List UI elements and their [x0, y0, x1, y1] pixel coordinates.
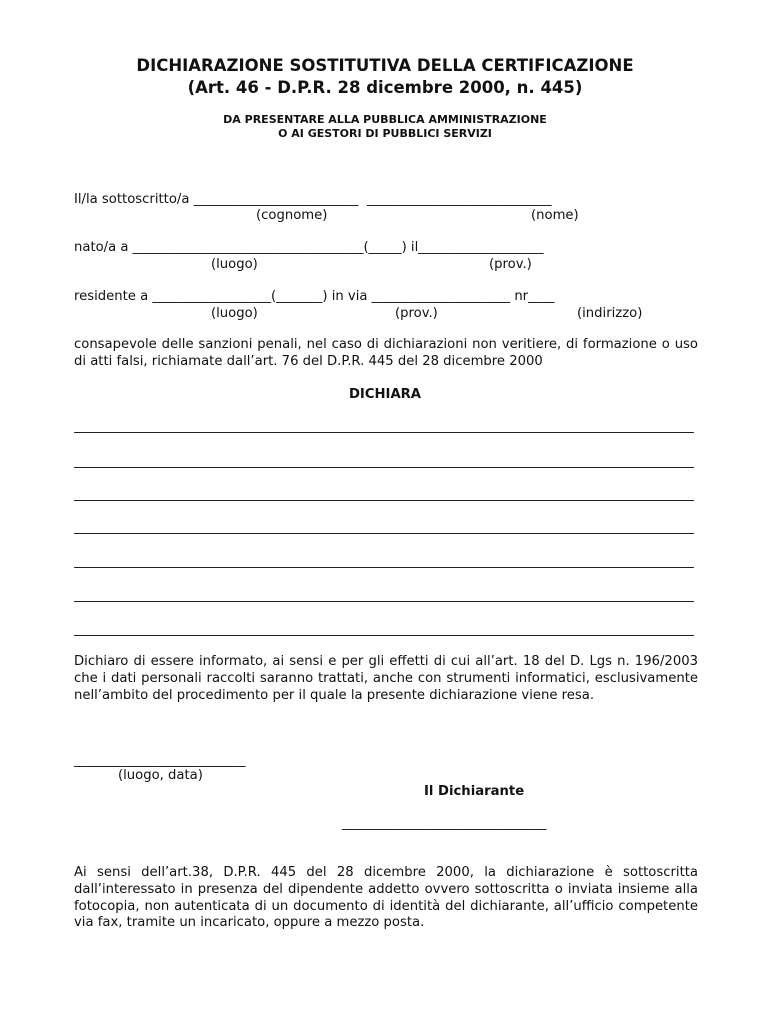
cognome-label: (cognome): [256, 208, 328, 223]
residente-prov-label: (prov.): [395, 306, 438, 321]
nato-luogo-label: (luogo): [211, 257, 258, 272]
nome-label: (nome): [531, 208, 579, 223]
declaration-line: [74, 500, 694, 501]
residente-indirizzo-label: (indirizzo): [577, 306, 643, 321]
luogo-data-label: (luogo, data): [118, 768, 203, 783]
dichiarante-signature-line: _______________________________: [342, 816, 547, 831]
declaration-line: [74, 567, 694, 568]
document-subtitle-line2: O AI GESTORI DI PUBBLICI SERVIZI: [278, 127, 492, 140]
document-subtitle-line1: DA PRESENTARE ALLA PUBBLICA AMMINISTRAZIONE: [223, 113, 547, 126]
dichiarante-label: Il Dichiarante: [424, 784, 525, 799]
consapevole-paragraph: consapevole delle sanzioni penali, nel caso di dichiarazioni non veritiere, di formazione o uso di atti falsi, richiamate dall’art. 76 del D.P.R. 445 del 28 dicembre 2000: [74, 337, 698, 369]
dichiara-heading: DICHIARA: [348, 387, 422, 402]
declaration-line: [74, 533, 694, 534]
declaration-line: [74, 467, 694, 468]
sottoscritto-field-row: Il/la sottoscritto/a _________________________ ____________________________: [74, 192, 552, 207]
document-title-line1: DICHIARAZIONE SOSTITUTIVA DELLA CERTIFICAZIONE: [136, 56, 634, 75]
document-title-line2: (Art. 46 - D.P.R. 28 dicembre 2000, n. 445): [187, 78, 583, 97]
nato-prov-label: (prov.): [489, 257, 532, 272]
privacy-paragraph: Dichiaro di essere informato, ai sensi e per gli effetti di cui all’art. 18 del D. Lgs n. 196/2003 che i dati personali raccolti saranno trattati, anche con strumenti informatici, esclusivamente nell’ambito del procedimento per il quale la presente dichiarazione viene resa.: [74, 654, 698, 703]
residente-field-row: residente a __________________(_______) in via _____________________ nr____: [74, 289, 555, 304]
luogo-data-line: __________________________: [74, 753, 246, 768]
footer-paragraph: Ai sensi dell’art.38, D.P.R. 445 del 28 dicembre 2000, la dichiarazione è sottoscritta dall’interessato in presenza del dipendente addetto ovvero sottoscritta o inviata insieme alla fotocopia, non autenticata di un documento di identità del dichiarante, all’ufficio competente via fax, tramite un incaricato, oppure a mezzo posta.: [74, 865, 698, 931]
residente-luogo-label: (luogo): [211, 306, 258, 321]
declaration-line: [74, 601, 694, 602]
declaration-line: [74, 635, 694, 636]
declaration-line: [74, 432, 694, 433]
nato-field-row: nato/a a ___________________________________(_____) il___________________: [74, 240, 544, 255]
